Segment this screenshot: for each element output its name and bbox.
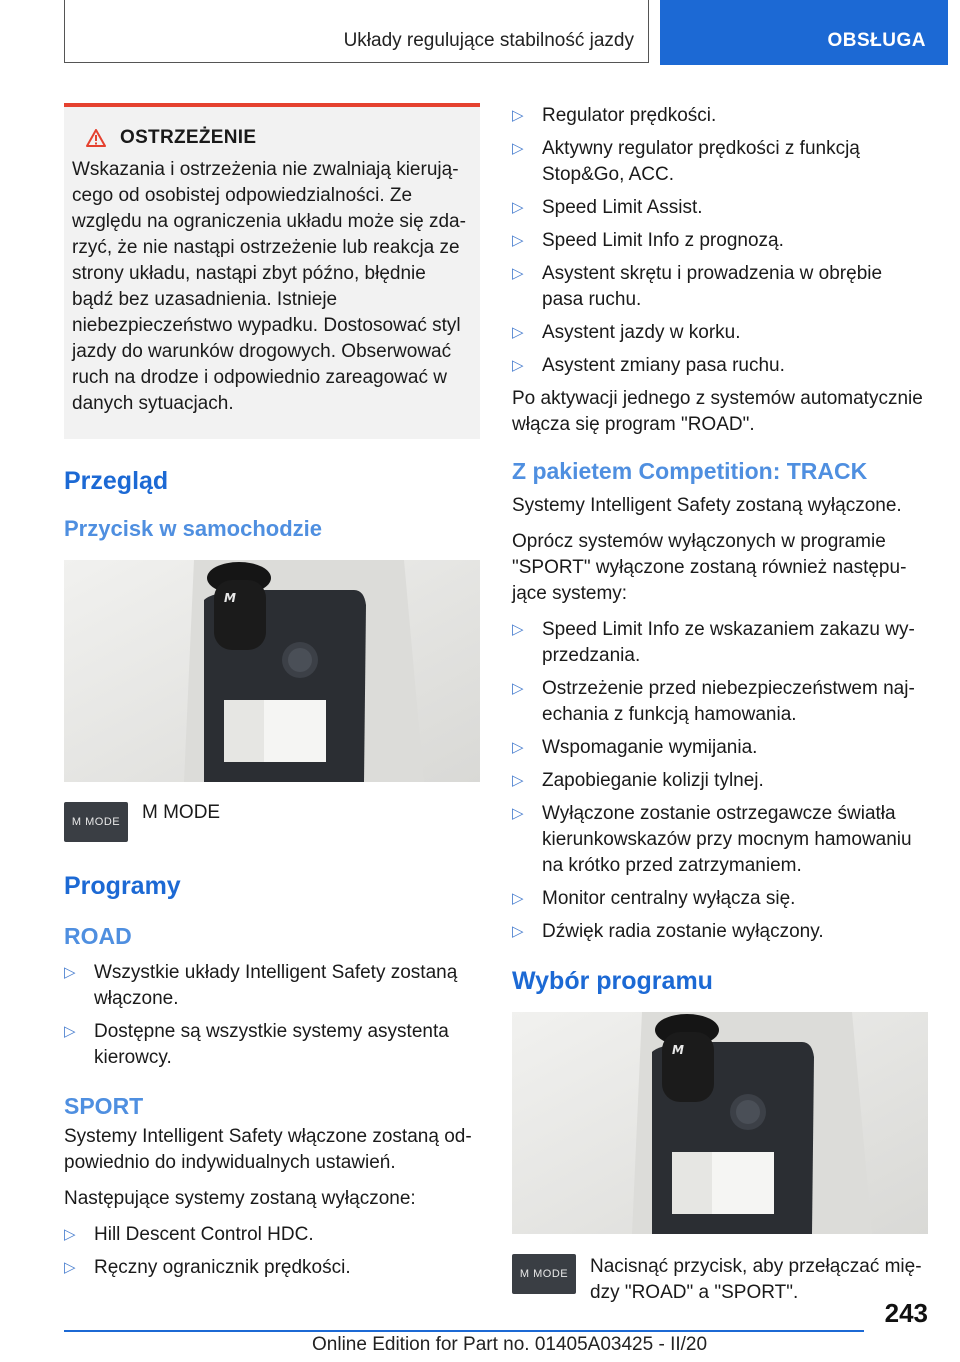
console-photo bbox=[512, 1012, 928, 1234]
list-item: ▷ Ostrzeżenie przed niebezpieczeństwem najechania z funkcją hamowania. bbox=[512, 678, 915, 725]
track-paragraph-2: Oprócz systemów wyłączonych w programie "SPORT" wyłączone zostaną również następujące systemy: bbox=[512, 531, 907, 604]
sport-list-continued bbox=[512, 103, 928, 379]
list-item: ▷ Monitor centralny wyłącza się. bbox=[512, 886, 928, 912]
list-item: ▷ Wyłączone zostanie ostrzegawcze światła kierunkowskazów przy mocnym hamowaniu na krótko przed zatrzymaniem. bbox=[512, 803, 912, 876]
warning-triangle-icon bbox=[86, 129, 106, 147]
heading-overview: Przegląd bbox=[64, 467, 169, 495]
footer-edition: Online Edition for Part no. 01405A03425 - II/20 bbox=[312, 1334, 708, 1355]
bullet-triangle-icon: ▷ bbox=[64, 964, 76, 981]
warning-box bbox=[64, 103, 480, 439]
bullet-triangle-icon: ▷ bbox=[64, 1259, 76, 1276]
bullet-triangle-icon: ▷ bbox=[512, 265, 524, 282]
heading-track: Z pakietem Competition: TRACK bbox=[512, 458, 868, 484]
sport-list bbox=[64, 1222, 480, 1281]
mmode-caption: M MODE bbox=[142, 802, 221, 823]
chapter-title: Układy regulujące stabilność jazdy bbox=[343, 30, 634, 51]
gear-console-illustration bbox=[512, 1012, 928, 1234]
console-photo bbox=[64, 560, 480, 782]
left-column bbox=[64, 103, 480, 1288]
heading-sport: SPORT bbox=[64, 1093, 144, 1119]
warning-text: Wskazania i ostrzeżenia nie zwalniają kierującego od osobistej odpowiedzialności. Ze względu na ograniczenia układu może się zdarzyć, że nie nastąpi ostrzeżenie lub reakcja ze strony układu, nastąpi zbyt późno, błędnie bądź bez uzasadnienia. Istnieje niebezpieczeństwo wypadku. Dostosować styl jazdy do warunków drogowych. Obserwować ruch na drodze i odpowiednio zareagować w danych sytuacjach. bbox=[72, 159, 466, 414]
list-item: ▷ Dostępne są wszystkie systemy asystenta kierowcy. bbox=[64, 1021, 449, 1068]
section-tab[interactable] bbox=[660, 0, 948, 65]
bullet-triangle-icon: ▷ bbox=[64, 1023, 76, 1040]
bullet-triangle-icon: ▷ bbox=[512, 805, 524, 822]
svg-text:M: M bbox=[672, 1043, 684, 1057]
track-list bbox=[512, 617, 928, 945]
heading-programs: Programy bbox=[64, 872, 181, 900]
heading-road: ROAD bbox=[64, 923, 132, 949]
road-list bbox=[64, 960, 480, 1071]
list-item: ▷ Asystent skrętu i prowadzenia w obrębie pasa ruchu. bbox=[512, 263, 883, 310]
track-paragraph-1: Systemy Intelligent Safety zostaną wyłączone. bbox=[512, 495, 902, 516]
list-item: ▷ Ręczny ogranicznik prędkości. bbox=[64, 1255, 480, 1281]
bullet-triangle-icon: ▷ bbox=[512, 324, 524, 341]
bullet-triangle-icon: ▷ bbox=[512, 621, 524, 638]
list-item: ▷ Asystent jazdy w korku. bbox=[512, 320, 928, 346]
list-item: ▷ Speed Limit Info ze wskazaniem zakazu wyprzedzania. bbox=[512, 619, 915, 666]
list-item: ▷ Zapobieganie kolizji tylnej. bbox=[512, 768, 928, 794]
select-caption: Nacisnąć przycisk, aby przełączać między "ROAD" a "SPORT". bbox=[590, 1256, 922, 1303]
header-title-box bbox=[64, 0, 649, 63]
bullet-triangle-icon: ▷ bbox=[512, 739, 524, 756]
list-item: ▷ Hill Descent Control HDC. bbox=[64, 1222, 480, 1248]
footer-divider bbox=[64, 1330, 864, 1332]
list-item: ▷ Speed Limit Info z prognozą. bbox=[512, 228, 928, 254]
bullet-triangle-icon: ▷ bbox=[64, 1226, 76, 1243]
bullet-triangle-icon: ▷ bbox=[512, 772, 524, 789]
right-column bbox=[512, 103, 928, 1306]
bullet-triangle-icon: ▷ bbox=[512, 680, 524, 697]
mmode-caption-row bbox=[64, 802, 480, 842]
list-item: ▷ Speed Limit Assist. bbox=[512, 195, 928, 221]
bullet-triangle-icon: ▷ bbox=[512, 232, 524, 249]
list-item: ▷ Wspomaganie wymijania. bbox=[512, 735, 928, 761]
warning-title: OSTRZEŻENIE bbox=[120, 127, 257, 148]
list-item: ▷ Aktywny regulator prędkości z funkcją Stop&Go, ACC. bbox=[512, 138, 860, 185]
svg-text:M: M bbox=[224, 591, 236, 605]
bullet-triangle-icon: ▷ bbox=[512, 199, 524, 216]
list-item: ▷ Regulator prędkości. bbox=[512, 103, 928, 129]
select-caption-row bbox=[512, 1254, 928, 1306]
mmode-button-icon bbox=[512, 1254, 576, 1294]
heading-program-selection: Wybór programu bbox=[512, 967, 713, 995]
gear-console-illustration bbox=[64, 560, 480, 782]
list-item: ▷ Asystent zmiany pasa ruchu. bbox=[512, 353, 928, 379]
list-item: ▷ Wszystkie układy Intelligent Safety zostaną włączone. bbox=[64, 962, 458, 1009]
bullet-triangle-icon: ▷ bbox=[512, 357, 524, 374]
sport-paragraph-2: Następujące systemy zostaną wyłączone: bbox=[64, 1188, 416, 1209]
bullet-triangle-icon: ▷ bbox=[512, 140, 524, 157]
heading-button-in-car: Przycisk w samochodzie bbox=[64, 516, 322, 541]
list-item: ▷ Dźwięk radia zostanie wyłączony. bbox=[512, 919, 928, 945]
mmode-button-label: M MODE bbox=[71, 816, 121, 828]
bullet-triangle-icon: ▷ bbox=[512, 890, 524, 907]
mmode-button-label: M MODE bbox=[519, 1268, 569, 1280]
bullet-triangle-icon: ▷ bbox=[512, 107, 524, 124]
warning-heading bbox=[86, 127, 472, 149]
mmode-button-icon bbox=[64, 802, 128, 842]
sport-paragraph-1: Systemy Intelligent Safety włączone zostaną odpowiednio do indywidualnych ustawień. bbox=[64, 1126, 472, 1173]
bullet-triangle-icon: ▷ bbox=[512, 923, 524, 940]
section-tab-label: OBSŁUGA bbox=[827, 30, 926, 51]
sport-paragraph-3: Po aktywacji jednego z systemów automatycznie włącza się program "ROAD". bbox=[512, 388, 923, 435]
page-number: 243 bbox=[884, 1298, 928, 1328]
